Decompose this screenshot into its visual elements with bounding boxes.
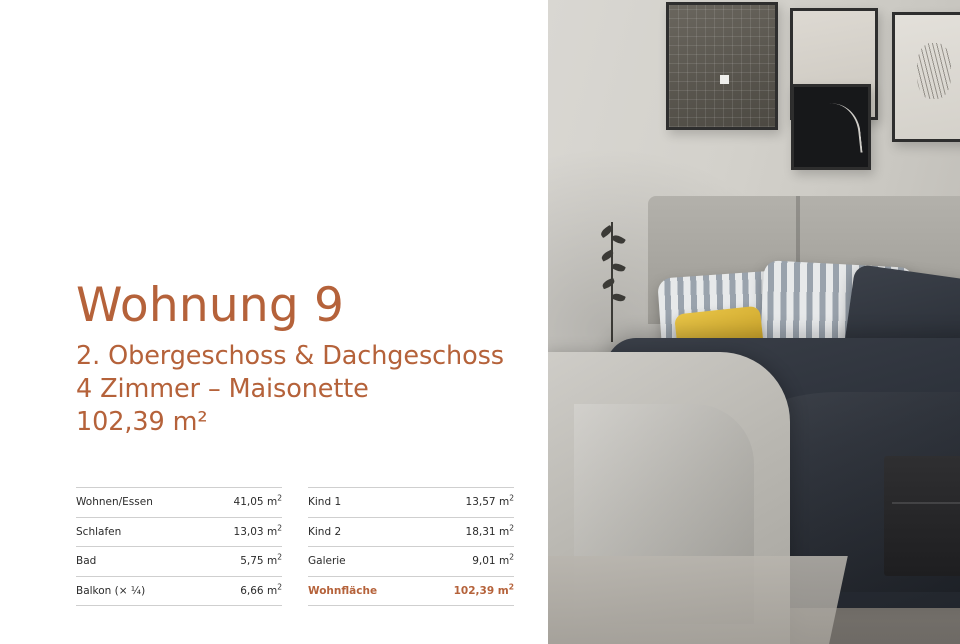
room-value [418, 517, 514, 547]
rug [548, 556, 848, 644]
table-row [308, 488, 514, 518]
room-label: Wohnen/Essen [76, 496, 153, 508]
wall-art-dot [720, 75, 729, 84]
room-value-text: 9,01 m [472, 555, 510, 568]
room-unit-exponent: 2 [277, 552, 282, 562]
room-value-text: 13,57 m [465, 496, 510, 508]
room-unit-exponent: 2 [509, 493, 514, 503]
table-row [308, 547, 514, 577]
wall-art-dark-icon [791, 84, 871, 170]
room-unit-exponent: 2 [277, 582, 282, 592]
wall-art-swoosh [811, 101, 862, 158]
table-row [76, 517, 282, 547]
table-row [76, 488, 282, 518]
room-unit-exponent: 2 [277, 523, 282, 533]
table-row-total [308, 576, 514, 606]
plant-icon [600, 222, 624, 342]
room-value-text: 5,75 m [240, 555, 278, 568]
plant-leaf [601, 278, 616, 290]
room-value-text: 18,31 m [465, 525, 510, 538]
room-value [202, 517, 282, 547]
room-value [202, 488, 282, 518]
page-title: Wohnung 9 [76, 278, 345, 333]
subtitle-line-area: 102,39 m² [76, 407, 208, 438]
room-table-left [76, 487, 282, 606]
nightstand-drawer-line [892, 502, 960, 504]
room-value [202, 547, 282, 577]
plant-leaf [611, 233, 626, 246]
room-unit-exponent: 2 [508, 582, 514, 592]
room-value-text: 6,66 m [240, 584, 278, 597]
total-value-text: 102,39 m [453, 584, 509, 597]
room-unit-exponent: 2 [277, 493, 282, 503]
room-value [418, 547, 514, 577]
room-unit-exponent: 2 [509, 523, 514, 533]
table-row [76, 547, 282, 577]
wall-art-scribble [917, 43, 951, 99]
bedroom-photo [548, 0, 960, 644]
plant-leaf [611, 292, 626, 303]
room-label: Kind 1 [308, 496, 342, 508]
room-table-right [308, 487, 514, 606]
room-value-text: 41,05 m [233, 496, 278, 508]
room-label: Kind 2 [308, 525, 342, 538]
nightstand [884, 456, 960, 576]
total-value [418, 576, 514, 606]
room-label: Galerie [308, 555, 346, 568]
room-area-tables [76, 487, 524, 606]
room-unit-exponent: 2 [509, 552, 514, 562]
room-value [418, 488, 514, 518]
table-row [76, 576, 282, 606]
plant-leaf [611, 262, 626, 274]
table-row [308, 517, 514, 547]
subtitle-line-floor: 2. Obergeschoss & Dachgeschoss [76, 340, 504, 371]
room-value [202, 576, 282, 606]
subtitle-block [76, 340, 536, 439]
room-label: Balkon (× ¼) [76, 584, 146, 597]
title-block [76, 278, 536, 439]
room-label: Bad [76, 555, 97, 568]
subtitle-line-rooms: 4 Zimmer – Maisonette [76, 373, 369, 404]
room-value-text: 13,03 m [233, 525, 278, 538]
total-label: Wohnfläche [308, 584, 378, 597]
wall-art-grid-icon [666, 2, 778, 130]
room-label: Schlafen [76, 525, 122, 538]
wall-art-sketch-icon [892, 12, 960, 142]
